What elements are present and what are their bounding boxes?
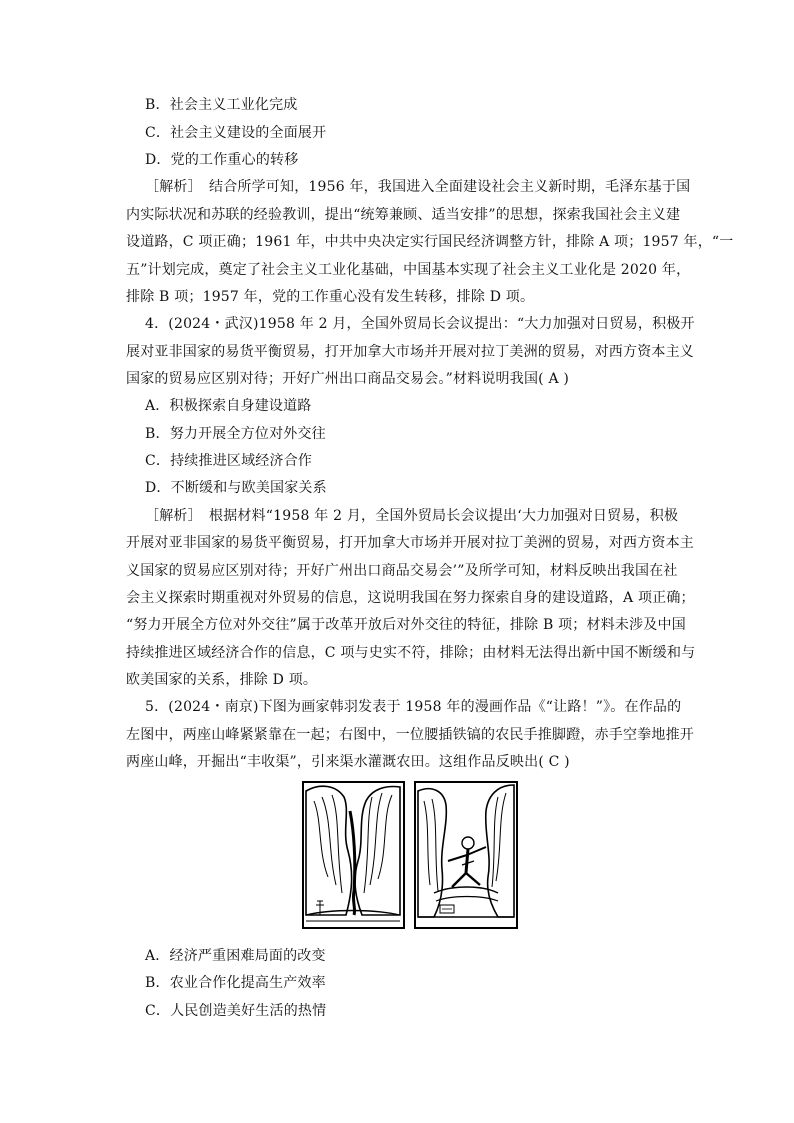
q4-option-a: A．积极探索自身建设道路 — [145, 398, 312, 414]
q4-analysis-line: 欧美国家的关系，排除 D 项。 — [126, 672, 318, 688]
q4-analysis-line: 会主义探索时期重视对外贸易的信息，这说明我国在努力探索自身的建设道路，A 项正确； — [126, 590, 695, 606]
q3-analysis-line: 排除 B 项；1957 年，党的工作重心没有发生转移，排除 D 项。 — [126, 289, 535, 305]
q4-stem-line: 国家的贸易应区别对待；开好广州出口商品交易会。”材料说明我国( A ) — [126, 371, 570, 387]
q3-analysis-line: ［解析］ 结合所学可知，1956 年，我国进入全面建设社会主义新时期，毛泽东基于国 — [145, 179, 691, 195]
q3-analysis-line: 五”计划完成，奠定了社会主义工业化基础，中国基本实现了社会主义工业化是 2020 年， — [126, 262, 691, 278]
q4-analysis-line: ［解析］ 根据材料“1958 年 2 月，全国外贸局长会议提出‘大力加强对日贸易，积极 — [145, 508, 679, 524]
q4-option-c: C．持续推进区域经济合作 — [145, 453, 313, 469]
cartoon-right-panel — [415, 782, 517, 928]
q5-stem-line: 两座山峰，开掘出“丰收渠”，引来渠水灌溉农田。这组作品反映出( C ) — [126, 754, 570, 770]
q4-option-d: D．不断缓和与欧美国家关系 — [145, 480, 327, 496]
q4-analysis-line: 持续推进区域经济合作的信息，C 项与史实不符，排除；由材料无法得出新中国不断缓和与 — [126, 645, 696, 661]
cartoon-figure — [302, 781, 518, 929]
q4-analysis-line: 义国家的贸易应区别对待；开好广州出口商品交易会’”及所学可知，材料反映出我国在社 — [126, 563, 678, 579]
q3-analysis-line: 内实际状况和苏联的经验教训，提出“统筹兼顾、适当安排”的思想，探索我国社会主义建 — [126, 207, 681, 223]
q4-stem-line: 展对亚非国家的易货平衡贸易，打开加拿大市场并开展对拉丁美洲的贸易，对西方资本主义 — [126, 344, 694, 360]
q5-stem-line: 5．(2024・南京)下图为画家韩羽发表于 1958 年的漫画作品《“让路！”》。在作品的 — [145, 699, 682, 715]
q5-option-c: C．人民创造美好生活的热情 — [145, 1003, 327, 1019]
q4-stem-line: 4．(2024・武汉)1958 年 2 月，全国外贸局长会议提出：“大力加强对日贸易，积极开 — [145, 316, 695, 332]
q4-option-b: B．努力开展全方位对外交往 — [145, 426, 326, 442]
q4-analysis-line: 开展对亚非国家的易货平衡贸易，打开加拿大市场并开展对拉丁美洲的贸易，对西方资本主 — [126, 535, 694, 551]
q3-option-c: C．社会主义建设的全面展开 — [145, 125, 327, 141]
q3-analysis-line: 设道路，C 项正确；1961 年，中共中央决定实行国民经济调整方针，排除 A 项；1957 年，“一 — [126, 234, 734, 250]
q3-option-d: D．党的工作重心的转移 — [145, 152, 299, 168]
q3-option-b: B．社会主义工业化完成 — [145, 97, 298, 113]
q5-stem-line: 左图中，两座山峰紧紧靠在一起；右图中，一位腰插铁镐的农民手推脚蹬，赤手空拳地推开 — [126, 727, 694, 743]
cartoon-left-panel — [303, 782, 404, 928]
q5-option-b: B．农业合作化提高生产效率 — [145, 975, 326, 991]
q4-analysis-line: “努力开展全方位对外交往”属于改革开放后对外交往的特征，排除 B 项；材料未涉及中国 — [126, 617, 686, 633]
q5-option-a: A．经济严重困难局面的改变 — [145, 948, 326, 964]
